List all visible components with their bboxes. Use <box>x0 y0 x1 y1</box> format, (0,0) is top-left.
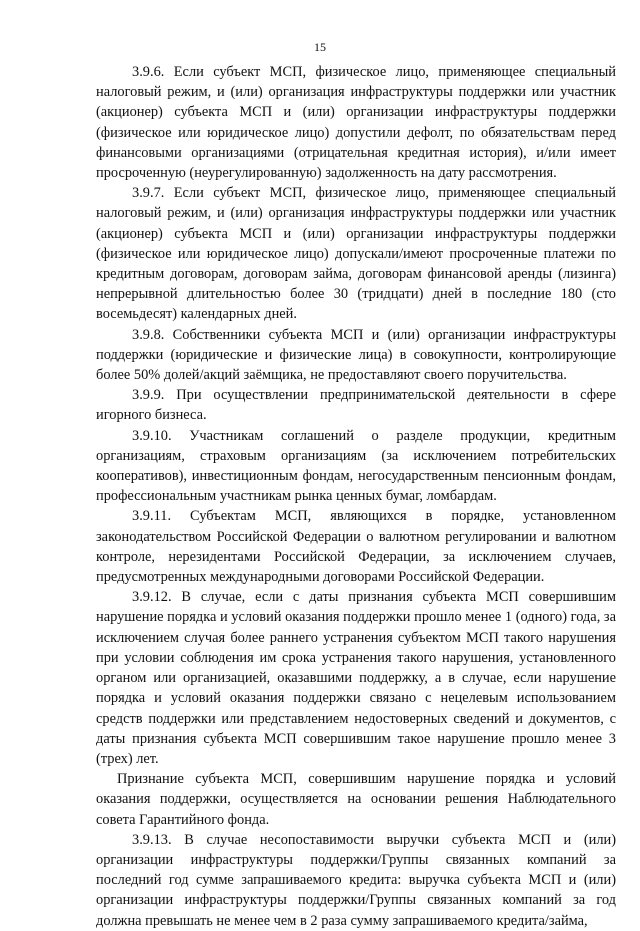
document-body <box>96 62 616 931</box>
paragraph-3-9-8: 3.9.8. Собственники субъекта МСП и (или) организации инфраструктуры поддержки (юридические и физические лица) в совокупности, контролирующие более 50% долей/акций заёмщика, не предоставляют своего поручительства. <box>96 326 616 384</box>
paragraph-3-9-7: 3.9.7. Если субъект МСП, физическое лицо, применяющее специальный налоговый режим, и (или) организация инфраструктуры поддержки или участник (акционер) субъекта МСП и (или) организации инфраструктуры поддержки (физическое или юридическое лицо) допускали/имеют просроченные платежи по кредитным договорам, договорам займа, договорам финансовой аренды (лизинга) непрерывной длительностью более 30 (тридцати) дней в последние 180 (сто восемьдесят) календарных дней. <box>96 185 616 323</box>
paragraph-violation-recognition: Признание субъекта МСП, совершившим нарушение порядка и условий оказания поддержки, осуществляется на основании решения Наблюдательного совета Гарантийного фонда. <box>96 771 616 828</box>
paragraph-3-9-9: 3.9.9. При осуществлении предпринимательской деятельности в сфере игорного бизнеса. <box>96 387 616 424</box>
paragraph-3-9-10: 3.9.10. Участникам соглашений о разделе продукции, кредитным организациям, страховым организациям (за исключением потребительских кооперативов), инвестиционным фондам, негосударственным пенсионным фондам, профессиональным участникам рынка ценных бумаг, ломбардам. <box>96 427 616 505</box>
paragraph-3-9-13: 3.9.13. В случае несопоставимости выручки субъекта МСП и (или) организации инфраструктуры поддержки/Группы связанных компаний за последний год сумме запрашиваемого кредита: выручка субъекта МСП и (или) организации инфраструктуры поддержки/Группы связанных компаний за год должна превышать не менее чем в 2 раза сумму запрашиваемого кредита/займа, <box>96 831 616 929</box>
paragraph-3-9-6: 3.9.6. Если субъект МСП, физическое лицо, применяющее специальный налоговый режим, и (или) организация инфраструктуры поддержки или участник (акционер) субъекта МСП и (или) организации инфраструктуры поддержки (физическое или юридическое лицо) допустили дефолт, по обязательствам перед финансовыми организациями (отрицательная кредитная история), и/или имеет просроченную (неурегулированную) задолженность на дату рассмотрения. <box>96 64 616 182</box>
paragraph-3-9-11: 3.9.11. Субъектам МСП, являющихся в порядке, установленном законодательством Российской Федерации о валютном регулировании и валютном контроле, нерезидентами Российской Федерации, за исключением случаев, предусмотренных международными договорами Российской Федерации. <box>96 508 616 586</box>
page-number: 15 <box>314 40 326 54</box>
paragraph-3-9-12: 3.9.12. В случае, если с даты признания субъекта МСП совершившим нарушение порядка и условий оказания поддержки прошло менее 1 (одного) года, за исключением случая более раннего устранения субъектом МСП такого нарушения при условии соблюдения им срока устранения такого нарушения, установленного органом или организацией, оказавшими поддержку, а в случае, если нарушение порядка и условий оказания поддержки связано с нецелевым использованием средств поддержки или представлением недостоверных сведений и документов, с даты признания субъекта МСП совершившим такое нарушение прошло менее 3 (трех) лет. <box>96 589 616 767</box>
